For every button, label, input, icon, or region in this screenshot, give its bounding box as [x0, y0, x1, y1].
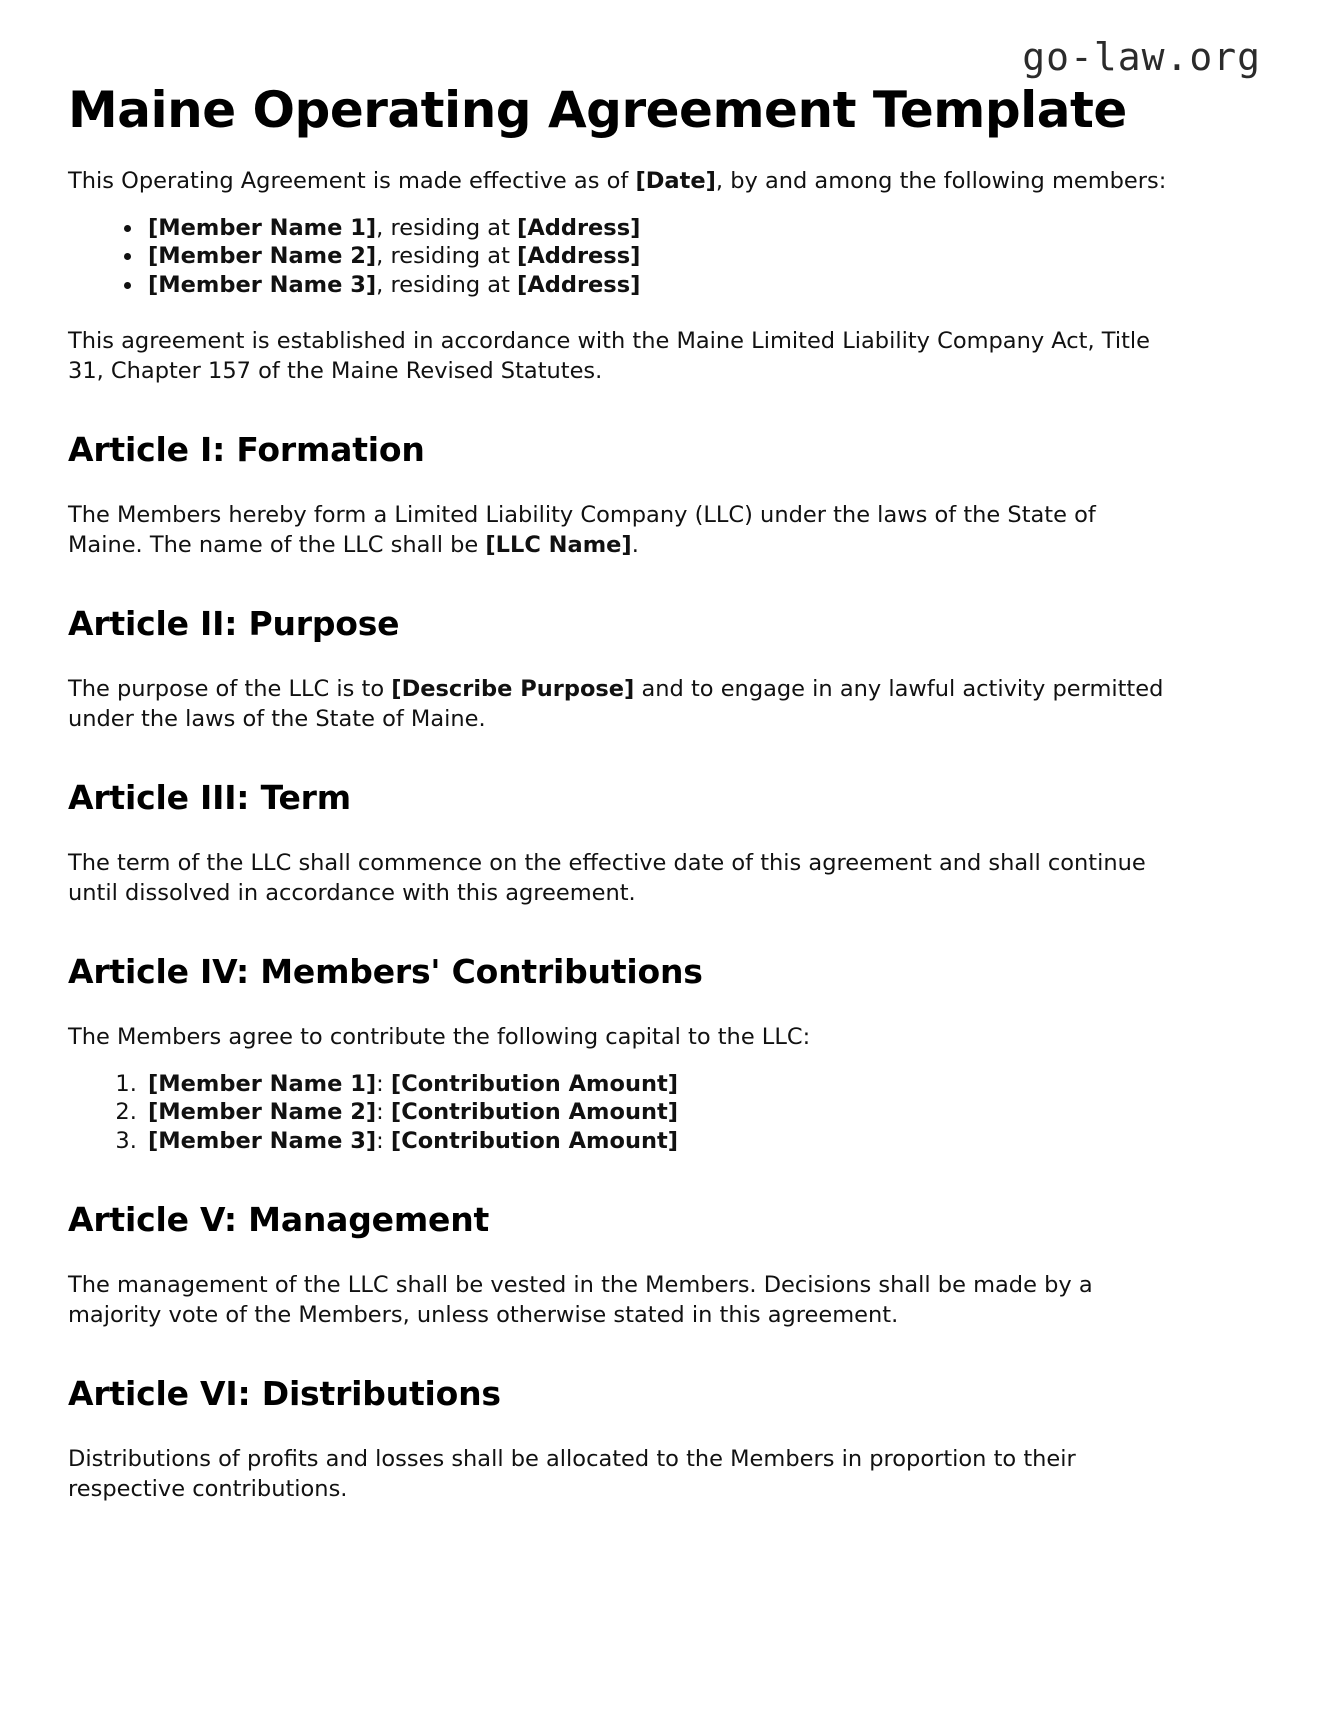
contribution-amount: [Contribution Amount]	[390, 1099, 679, 1126]
page-title: Maine Operating Agreement Template	[68, 81, 1127, 139]
contribution-amount: [Contribution Amount]	[390, 1128, 679, 1155]
list-item	[144, 271, 1267, 300]
article-heading-iv: Article IV: Members' Contributions	[68, 951, 703, 991]
contribution-separator: :	[376, 1128, 391, 1155]
article-body-i	[68, 500, 1168, 560]
list-item	[144, 1070, 1267, 1099]
member-address: [Address]	[517, 272, 641, 299]
article-body-v: The management of the LLC shall be vested in the Members. Decisions shall be made by a majority vote of the Members, unless otherwise stated in this agreement.	[68, 1271, 1093, 1328]
member-name: [Member Name 2]	[148, 243, 377, 270]
article-body-vi: Distributions of profits and losses shall be allocated to the Members in proportion to their respective contributions.	[68, 1445, 1076, 1502]
list-item	[144, 242, 1267, 271]
contribution-member-name: [Member Name 1]	[148, 1070, 377, 1097]
contribution-member-name: [Member Name 3]	[148, 1128, 377, 1155]
site-watermark: go-law.org	[1022, 35, 1261, 79]
member-residing-text: , residing at	[376, 272, 518, 299]
article-body-iii: The term of the LLC shall commence on the effective date of this agreement and shall continue until dissolved in accordance with this agreement.	[68, 849, 1146, 906]
intro-text-before: This Operating Agreement is made effective as of	[68, 167, 636, 194]
article-heading-iii: Article III: Term	[68, 778, 351, 818]
article-i-text-before: The Members hereby form a Limited Liability Company (LLC) under the laws of the State of Maine. The name of the LLC shall be	[68, 501, 1096, 559]
contribution-separator: :	[376, 1070, 391, 1097]
article-heading-v: Article V: Management	[68, 1200, 490, 1240]
member-address: [Address]	[517, 243, 641, 270]
article-body-ii	[68, 674, 1168, 734]
intro-text-after: , by and among the following members:	[715, 167, 1167, 194]
llc-name-placeholder: [LLC Name]	[485, 532, 632, 559]
member-residing-text: , residing at	[376, 214, 518, 241]
member-name: [Member Name 1]	[148, 214, 377, 241]
member-name: [Member Name 3]	[148, 272, 377, 299]
member-list	[68, 214, 1267, 300]
date-placeholder: [Date]	[635, 167, 716, 194]
list-item	[144, 214, 1267, 243]
member-residing-text: , residing at	[376, 243, 518, 270]
statute-paragraph: This agreement is established in accordance with the Maine Limited Liability Company Act, Title 31, Chapter 157 of the Maine Revised Statutes.	[68, 328, 1151, 385]
contribution-amount: [Contribution Amount]	[390, 1070, 679, 1097]
contribution-separator: :	[376, 1099, 391, 1126]
list-item	[144, 1127, 1267, 1156]
contribution-member-name: [Member Name 2]	[148, 1099, 377, 1126]
list-item	[144, 1098, 1267, 1127]
purpose-placeholder: [Describe Purpose]	[391, 675, 635, 702]
intro-paragraph	[68, 166, 1168, 196]
article-i-text-after: .	[631, 532, 639, 559]
contribution-list	[68, 1070, 1267, 1156]
article-ii-text-after: and to engage in any lawful activity permitted under the laws of the State of Maine.	[68, 675, 1164, 732]
article-heading-vi: Article VI: Distributions	[68, 1373, 501, 1413]
article-ii-text-before: The purpose of the LLC is to	[68, 675, 392, 702]
article-heading-i: Article I: Formation	[68, 430, 425, 470]
article-heading-ii: Article II: Purpose	[68, 604, 400, 644]
article-body-iv: The Members agree to contribute the following capital to the LLC:	[68, 1023, 811, 1050]
member-address: [Address]	[517, 214, 641, 241]
